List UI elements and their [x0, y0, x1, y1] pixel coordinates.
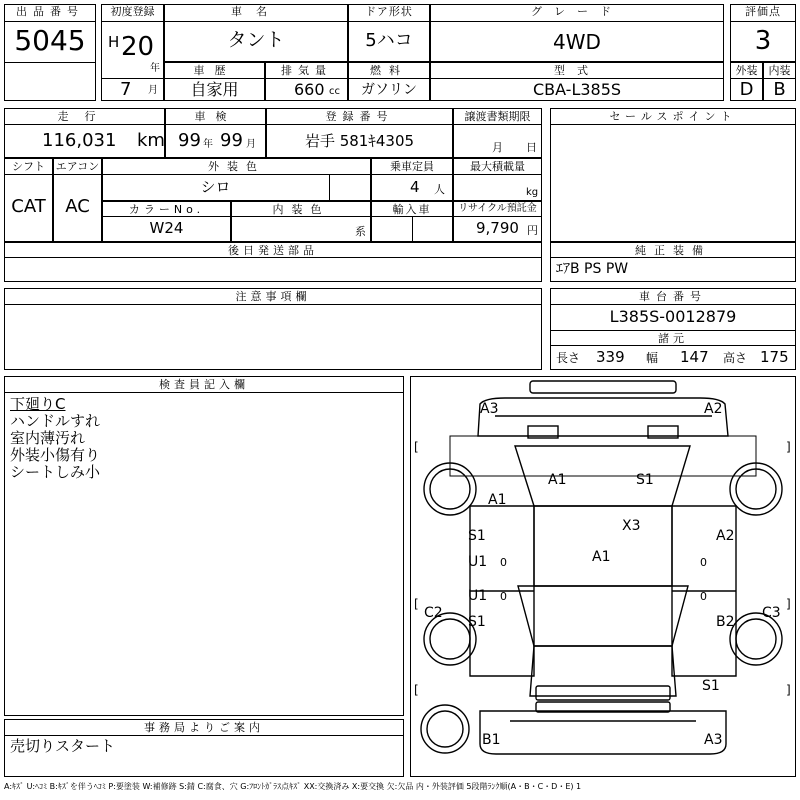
- dims-hgt: 175: [760, 348, 789, 366]
- mark-zero: 0: [700, 556, 707, 569]
- bracket: ]: [786, 440, 791, 454]
- mark-c3: C3: [762, 605, 781, 621]
- mileage-value: 116,031: [42, 130, 117, 151]
- inspection-header: 車検: [194, 110, 237, 123]
- lot-header: 出品番号: [16, 5, 84, 18]
- inspector-header: 検査員記入欄: [159, 378, 249, 391]
- dims-len: 339: [596, 348, 625, 366]
- dims-wid: 147: [680, 348, 709, 366]
- max-load-header: 最大積載量: [470, 160, 525, 173]
- color-no-value: W24: [149, 219, 184, 237]
- first-reg-year: 20: [121, 32, 155, 62]
- fuel-header: 燃料: [370, 64, 408, 77]
- bracket: ]: [786, 597, 791, 611]
- note-line: 外装小傷有り: [10, 446, 101, 464]
- chassis-header: 車台番号: [639, 290, 707, 303]
- door-shape: 5ハコ: [365, 30, 413, 51]
- recycle-value: 9,790: [476, 219, 519, 237]
- mark-b2-rr: B2: [716, 614, 735, 630]
- mark-a3-br: A3: [704, 732, 723, 748]
- dims-len-label: 長さ: [556, 351, 581, 365]
- bracket: [: [414, 683, 419, 697]
- registration-value: 岩手 581ｷ4305: [304, 132, 415, 150]
- recycle-header: リサイクル預託金: [458, 203, 537, 214]
- color-no-header: カラーNo.: [128, 203, 205, 216]
- dims-header: 諸元: [658, 332, 688, 345]
- later-parts-header: 後日発送部品: [228, 244, 318, 257]
- transfer-header: 譲渡書類期限: [464, 110, 531, 123]
- sales-point-header: セールスポイント: [609, 110, 737, 123]
- score-value: 3: [754, 26, 772, 56]
- dims-hgt-label: 高さ: [723, 351, 748, 365]
- note-line: ハンドルすれ: [10, 412, 101, 430]
- genuine-equip-value: ｴｱB PS PW: [556, 261, 629, 277]
- transfer-day-unit: 日: [526, 141, 537, 154]
- mark-u1-rl: U1: [468, 588, 488, 604]
- history-header: 車歴: [193, 64, 236, 77]
- note-line: 室内薄汚れ: [10, 429, 86, 447]
- sales-point-cell: [550, 108, 796, 242]
- note-line: シートしみ小: [10, 463, 101, 481]
- capacity-value: 4: [410, 178, 420, 196]
- ext-grade-header: 外装: [735, 64, 758, 77]
- mark-zero: 0: [500, 590, 507, 603]
- aircon-header: エアコン: [55, 160, 100, 173]
- shift-header: シフト: [12, 160, 45, 173]
- model-header: 型式: [554, 64, 600, 77]
- mark-s1-fl: S1: [468, 528, 486, 544]
- car-name: タント: [227, 29, 285, 51]
- bracket: ]: [786, 683, 791, 697]
- inspection-year-unit: 年: [203, 139, 213, 150]
- chassis-value: L385S-0012879: [609, 307, 737, 326]
- legend-text: A:ｷｽﾞ U:ﾍｺﾐ B:ｷｽﾞを伴うﾍｺﾐ P:要塗装 W:補修跡 S:錆 C:腐食、穴 G:ﾌﾛﾝﾄｶﾞﾗｽ点ｷｽﾞ XX:交換済み X:要交換 欠:欠品 内・外装評価 5段階ﾗﾝｸ順(A・B・C・D・E) 1: [4, 782, 582, 791]
- aircon-value: AC: [65, 196, 90, 217]
- car-name-header: 車名: [231, 5, 281, 18]
- grade-header: グレード: [531, 5, 623, 18]
- int-grade-header: 内装: [768, 64, 791, 77]
- mark-x3: X3: [622, 518, 641, 534]
- first-reg-month: 7: [120, 79, 132, 100]
- mileage-unit: km: [137, 130, 165, 151]
- first-reg-year-unit: 年: [150, 63, 160, 74]
- displacement-value: 660: [294, 80, 325, 99]
- transfer-month-unit: 月: [492, 141, 503, 154]
- model-value: CBA-L385S: [532, 80, 622, 99]
- displacement-unit: cc: [329, 86, 340, 97]
- mark-s1-br: S1: [702, 678, 720, 694]
- int-color-header: 内装色: [272, 203, 330, 216]
- displacement-header: 排気量: [281, 64, 332, 77]
- inspection-month-unit: 月: [246, 139, 256, 150]
- genuine-equip-header: 純正装備: [635, 244, 711, 257]
- lot-number: 5045: [14, 24, 86, 57]
- bracket: [: [414, 440, 419, 454]
- door-header: ドア形状: [365, 5, 413, 18]
- mark-u1-fl: U1: [468, 554, 488, 570]
- import-header: 輸入車: [392, 203, 432, 216]
- first-reg-header: 初度登録: [110, 5, 155, 18]
- mark-a1-left: A1: [488, 492, 507, 508]
- first-reg-era: H: [108, 33, 120, 51]
- max-load-unit: kg: [526, 187, 539, 198]
- history-value: 自家用: [190, 80, 239, 99]
- ext-grade-value: D: [739, 79, 754, 100]
- note-line: 下廻りC: [10, 395, 66, 413]
- mark-s1-hood: S1: [636, 472, 654, 488]
- mark-a2-tr: A2: [704, 401, 723, 417]
- mark-zero: 0: [500, 556, 507, 569]
- bracket: [: [414, 597, 419, 611]
- capacity-unit: 人: [434, 183, 445, 196]
- office-value: 売切りスタート: [10, 737, 116, 755]
- mark-zero: 0: [700, 590, 707, 603]
- ext-color-header: 外装色: [208, 160, 265, 173]
- recycle-unit: 円: [527, 224, 538, 237]
- mark-b1: B1: [482, 732, 501, 748]
- fuel-value: ガソリン: [361, 82, 417, 98]
- dims-wid-label: 幅: [646, 351, 659, 365]
- mark-a1-hood: A1: [548, 472, 567, 488]
- office-header: 事務局よりご案内: [144, 721, 264, 734]
- car-diagram: [410, 376, 796, 777]
- mark-s1-rl: S1: [468, 614, 486, 630]
- inspection-year: 99: [178, 130, 201, 151]
- mark-a2-fr: A2: [716, 528, 735, 544]
- inspector-notes: [10, 396, 100, 481]
- inspection-month: 99: [220, 130, 243, 151]
- shift-value: CAT: [11, 196, 46, 217]
- first-reg-month-unit: 月: [148, 85, 158, 96]
- ext-color-value: シロ: [200, 178, 231, 196]
- mark-c2: C2: [424, 605, 443, 621]
- score-header: 評価点: [745, 5, 781, 18]
- int-grade-value: B: [773, 79, 786, 100]
- grade-value: 4WD: [553, 30, 601, 54]
- mark-a1-roof: A1: [592, 549, 611, 565]
- int-color-unit: 系: [355, 225, 366, 238]
- registration-header: 登録番号: [325, 110, 394, 123]
- notes-header: 注意事項欄: [235, 290, 311, 303]
- mark-a3-tl: A3: [480, 401, 499, 417]
- mileage-header: 走行: [57, 110, 112, 123]
- capacity-header: 乗車定員: [390, 160, 434, 173]
